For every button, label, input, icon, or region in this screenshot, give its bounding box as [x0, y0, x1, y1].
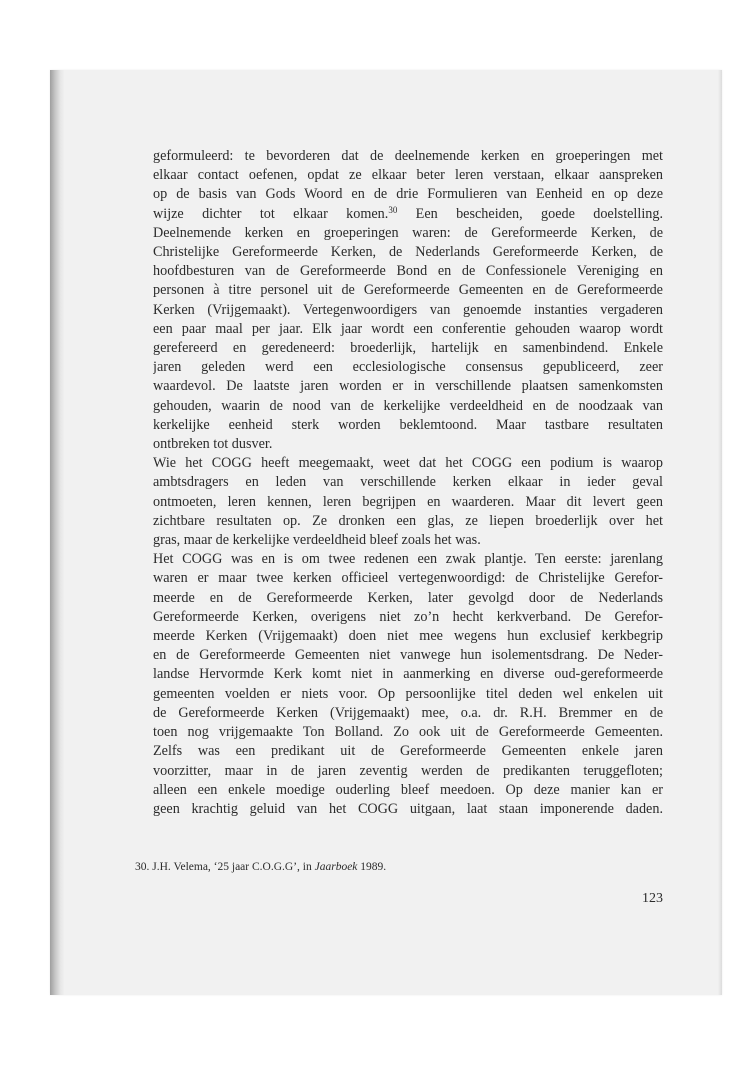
- text-line: waardevol. De laatste jaren worden er in verschillende plaatsen samenkomsten: [153, 378, 663, 395]
- text-line: waren er maar twee kerken officieel vertegenwoordigd: de Christelijke Gerefor-: [153, 570, 663, 587]
- text-line: Het COGG was en is om twee redenen een zwak plantje. Ten eerste: jarenlang: [153, 551, 663, 568]
- text-line: Gereformeerde Kerken, overigens niet zo’n hecht kerkverband. De Gerefor-: [153, 608, 663, 625]
- text-line: Deelnemende kerken en groeperingen waren: de Gereformeerde Kerken, de: [153, 224, 663, 241]
- text-line: jaren geleden werd een ecclesiologische consensus gepubliceerd, zeer: [153, 359, 663, 376]
- book-page: [50, 70, 722, 995]
- text-line: hoofdbesturen van de Gereformeerde Bond en de Confessionele Vereniging en: [153, 263, 663, 280]
- text-line: ontbreken tot dusver.: [153, 436, 273, 453]
- text-line: op de basis van Gods Woord en de drie Formulieren van Eenheid en op deze: [153, 186, 663, 203]
- text-line: Christelijke Gereformeerde Kerken, de Nederlands Gereformeerde Kerken, de: [153, 244, 663, 261]
- text-line: gehouden, waarin de nood van de kerkelijke verdeeldheid en de noodzaak van: [153, 397, 663, 414]
- book-spine-shadow: [50, 70, 64, 995]
- text-line: geformuleerd: te bevorderen dat de deelnemende kerken en groeperingen met: [153, 148, 663, 164]
- footnote-text: J.H. Velema, ‘25 jaar C.O.G.G’, in: [149, 861, 315, 873]
- text-line: kerkelijke eenheid sterk worden beklemtoond. Maar tastbare resultaten: [153, 416, 663, 433]
- footnote-text-end: 1989.: [357, 861, 387, 873]
- text-line: een paar maal per jaar. Elk jaar wordt een conferentie gehouden waarop wordt: [153, 320, 663, 337]
- page-edge: [718, 70, 722, 995]
- footnote: [135, 861, 386, 873]
- text-line: landse Hervormde Kerk komt niet in aanmerking en diverse oud-gereformeerde: [153, 666, 663, 683]
- text-segment: wijze dichter tot elkaar komen.: [153, 205, 389, 222]
- text-line: meerde en de Gereformeerde Kerken, later gevolgd door de Nederlands: [153, 589, 663, 606]
- text-line: geen krachtig geluid van het COGG uitgaan, laat staan imponerende daden.: [153, 800, 663, 817]
- text-line: Wie het COGG heeft meegemaakt, weet dat het COGG een podium is waarop: [153, 455, 663, 472]
- text-line: Kerken (Vrijgemaakt). Vertegenwoordigers van genoemde instanties vergaderen: [153, 301, 663, 318]
- text-line: meerde Kerken (Vrijgemaakt) doen niet mee wegens hun exclusief kerkbegrip: [153, 628, 663, 645]
- text-line: gemeenten voelden er niets voor. Op persoonlijke titel deden wel enkelen uit: [153, 685, 663, 702]
- text-line: alleen een enkele moedige ouderling bleef meedoen. Op deze manier kan er: [153, 781, 663, 798]
- body-text: [153, 147, 663, 819]
- text-line: zichtbare resultaten op. Ze dronken een glas, ze liepen broederlijk over het: [153, 512, 663, 529]
- text-line-with-footnote: [153, 205, 663, 224]
- footnote-number: 30.: [135, 861, 150, 873]
- text-line: en de Gereformeerde Gemeenten niet vanwege hun isolementsdrang. De Neder-: [153, 647, 663, 664]
- text-line: de Gereformeerde Kerken (Vrijgemaakt) mee, o.a. dr. R.H. Bremmer en de: [153, 704, 663, 721]
- text-segment: Een bescheiden, goede doelstelling.: [397, 205, 663, 222]
- text-line: Zelfs was een predikant uit de Gereformeerde Gemeenten enkele jaren: [153, 743, 663, 760]
- text-line: voorzitter, maar in de jaren zeventig werden de predikanten teruggefloten;: [153, 762, 663, 779]
- page-number: 123: [642, 891, 663, 906]
- text-line: ontmoeten, leren kennen, leren begrijpen en waarderen. Maar dit levert geen: [153, 493, 663, 510]
- footnote-reference: 30: [388, 204, 398, 215]
- footnote-title: Jaarboek: [314, 861, 358, 873]
- text-line: toen nog vrijgemaakte Ton Bolland. Zo ook uit de Gereformeerde Gemeenten.: [153, 724, 663, 741]
- text-line: gerefereerd en geredeneerd: broederlijk, hartelijk en samenbindend. Enkele: [153, 340, 663, 357]
- text-line: gras, maar de kerkelijke verdeeldheid bleef zoals het was.: [153, 532, 481, 549]
- text-line: ambtsdragers en leden van verschillende kerken elkaar in ieder geval: [153, 474, 663, 491]
- text-line: personen à titre personel uit de Gereformeerde Gemeenten en de Gereformeerde: [153, 282, 663, 299]
- text-line: elkaar contact oefenen, opdat ze elkaar beter leren verstaan, elkaar aanspreken: [153, 167, 663, 184]
